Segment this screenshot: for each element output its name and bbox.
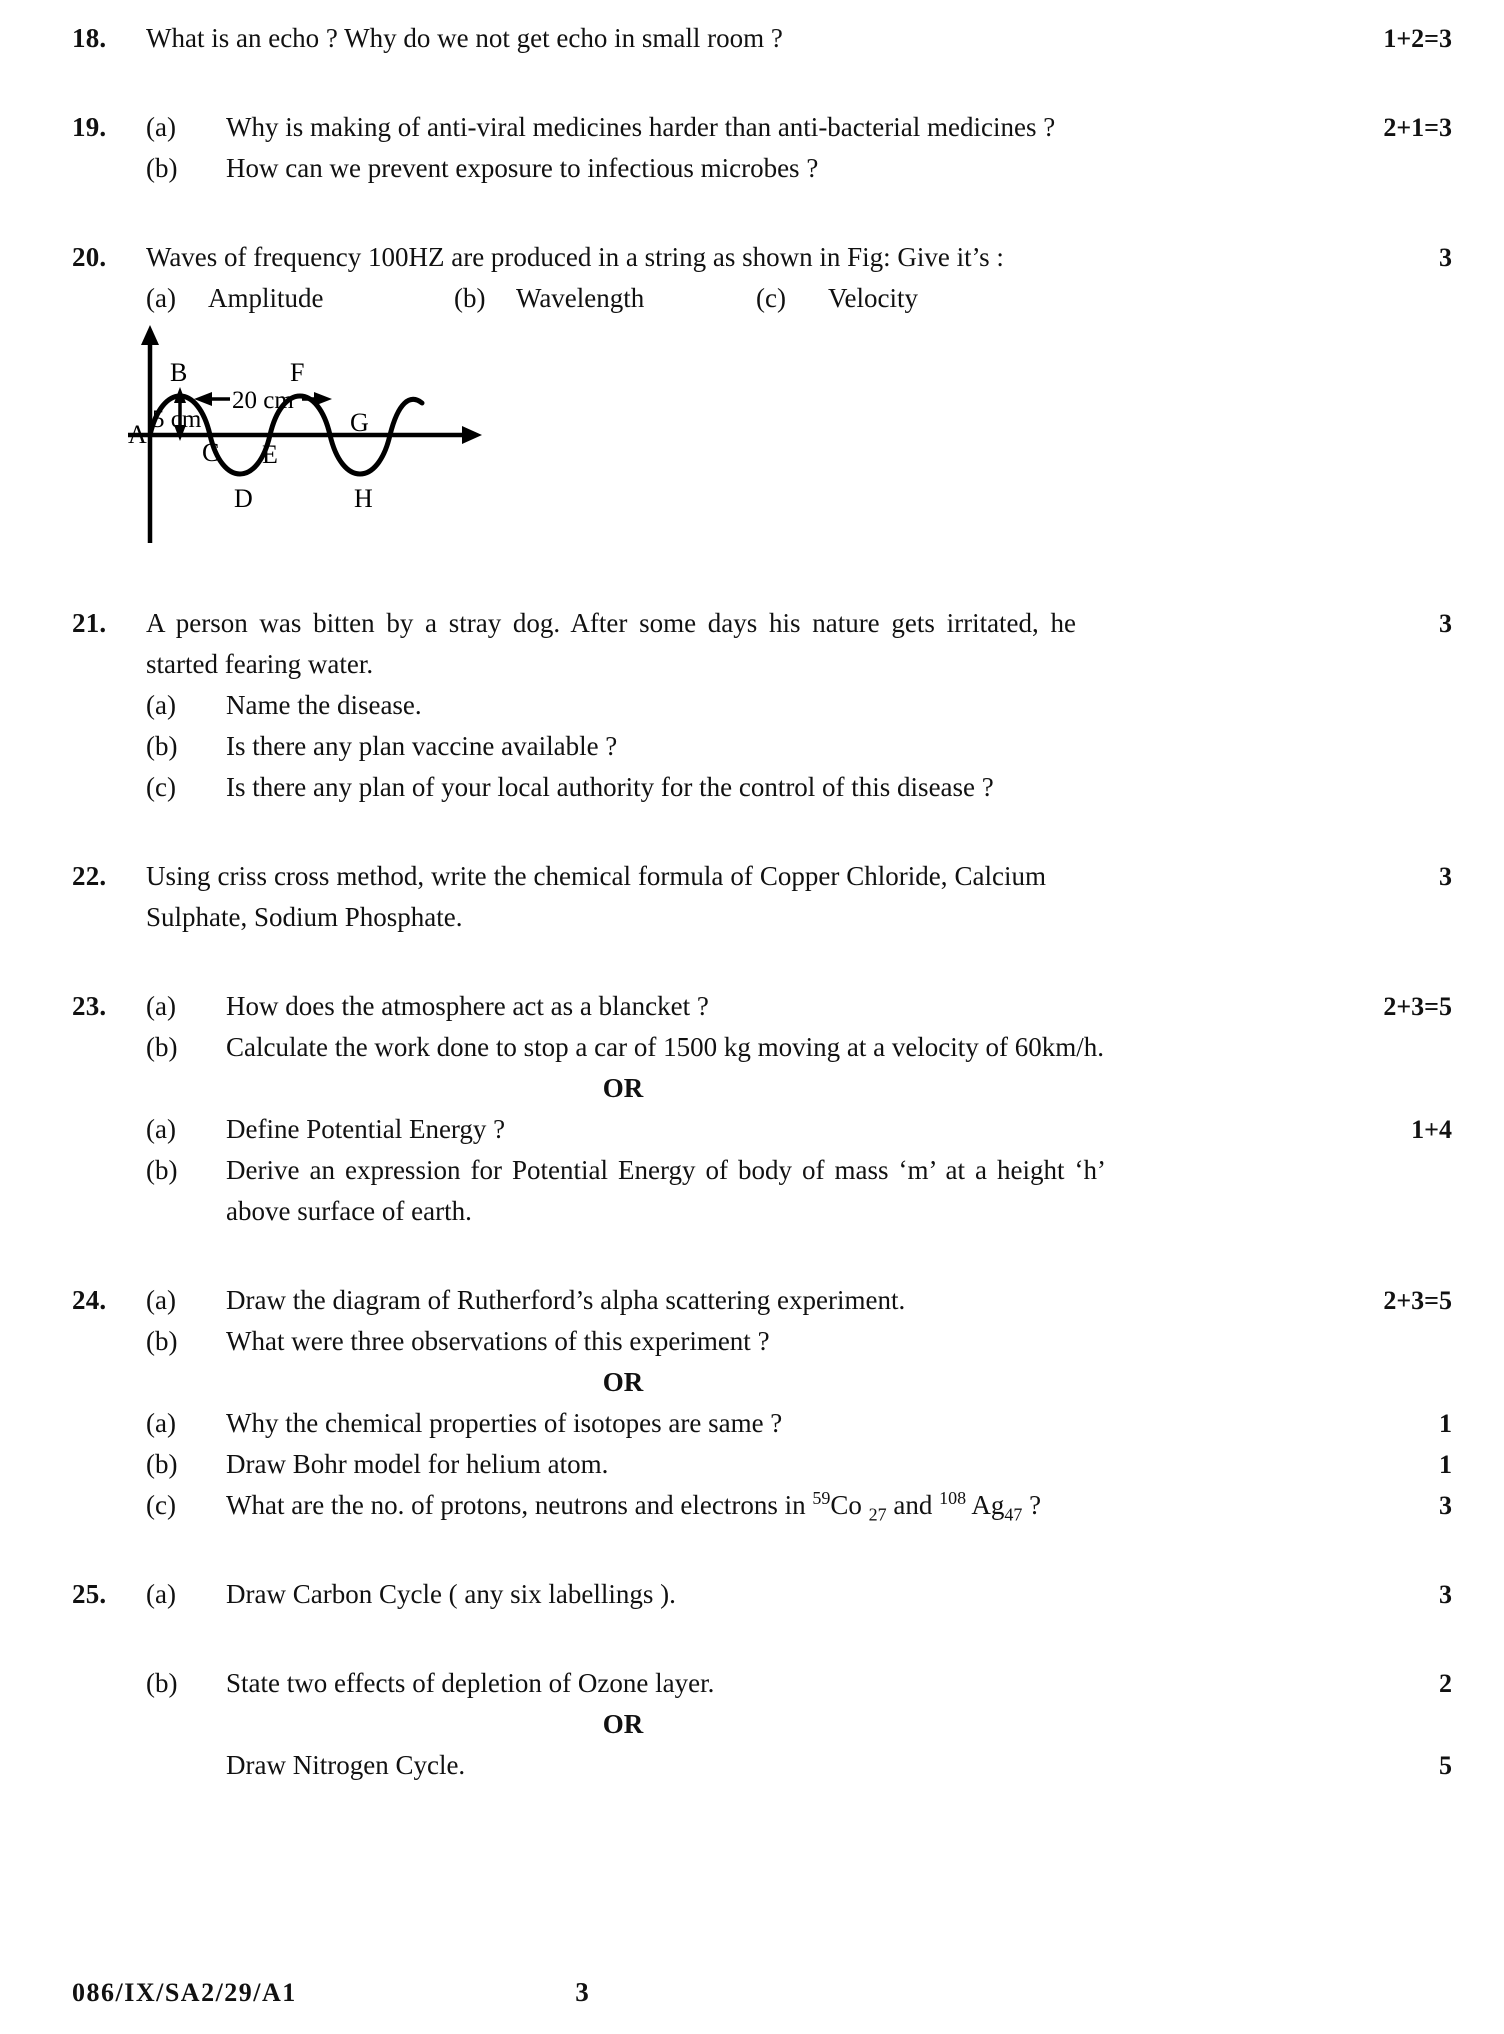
part-text: Draw Nitrogen Cycle. bbox=[226, 1750, 466, 1780]
part-label: (b) bbox=[146, 1668, 178, 1698]
part-label: (c) bbox=[146, 772, 176, 802]
marks-23-alt: 1+4 bbox=[1411, 1115, 1452, 1144]
part-text: Calculate the work done to stop a car of 1500 kg moving at a velocity of 60km/h. bbox=[226, 1032, 1105, 1062]
question-24-alt-part-b bbox=[0, 1444, 1504, 1485]
question-22 bbox=[0, 856, 1504, 938]
marks-20: 3 bbox=[1439, 243, 1452, 272]
option-a-text: Amplitude bbox=[208, 283, 324, 313]
options-row bbox=[146, 278, 1444, 319]
or-separator-24: OR bbox=[602, 1367, 644, 1397]
question-number: 25. bbox=[72, 1579, 107, 1609]
label-G: G bbox=[350, 408, 369, 437]
question-24-part-b bbox=[0, 1321, 1504, 1362]
part-label: (b) bbox=[146, 153, 178, 183]
question-23-alt-part-b bbox=[0, 1150, 1504, 1232]
question-24-part-a bbox=[0, 1280, 1504, 1321]
question-number: 24. bbox=[72, 1285, 107, 1315]
spacer bbox=[0, 1526, 1504, 1574]
part-text: Draw Carbon Cycle ( any six labellings ). bbox=[226, 1579, 676, 1609]
part-text: Why is making of anti-viral medicines harder than anti-bacterial medicines ? bbox=[226, 112, 1056, 142]
marks-24-alt-b: 1 bbox=[1439, 1450, 1452, 1479]
part-text: Define Potential Energy ? bbox=[226, 1114, 506, 1144]
isotope-2-symbol: Ag bbox=[971, 1490, 1005, 1520]
part-label: (a) bbox=[146, 1408, 176, 1438]
spacer bbox=[0, 1615, 1504, 1663]
question-number: 23. bbox=[72, 991, 107, 1021]
x-axis-arrowhead bbox=[462, 426, 482, 444]
isotope-middle: and bbox=[886, 1490, 940, 1520]
option-b-label: (b) bbox=[454, 283, 486, 313]
marks-21: 3 bbox=[1439, 609, 1452, 638]
question-19-part-a bbox=[0, 107, 1504, 148]
y-axis-arrowhead bbox=[141, 325, 159, 345]
question-23-part-b bbox=[0, 1027, 1504, 1068]
spacer bbox=[0, 555, 1504, 603]
wave-diagram-figure bbox=[0, 325, 1504, 555]
label-H: H bbox=[354, 484, 373, 513]
part-text: Is there any plan vaccine available ? bbox=[226, 731, 618, 761]
spacer bbox=[0, 938, 1504, 986]
isotope-prefix: What are the no. of protons, neutrons and electrons in bbox=[226, 1490, 813, 1520]
label-E: E bbox=[262, 440, 278, 469]
label-D: D bbox=[234, 484, 253, 513]
part-text: Name the disease. bbox=[226, 690, 422, 720]
question-25-part-b bbox=[0, 1663, 1504, 1704]
part-label: (a) bbox=[146, 1114, 176, 1144]
marks-23: 2+3=5 bbox=[1383, 992, 1452, 1021]
marks-25-b: 2 bbox=[1439, 1669, 1452, 1698]
question-19-part-b bbox=[0, 148, 1504, 189]
wave-diagram-svg bbox=[110, 325, 630, 555]
footer-paper-code: 086/IX/SA2/29/A1 bbox=[72, 1978, 297, 2007]
part-text-isotopes bbox=[226, 1485, 1444, 1526]
marks-22: 3 bbox=[1439, 862, 1452, 891]
question-24-alt-part-c bbox=[0, 1485, 1504, 1526]
marks-19: 2+1=3 bbox=[1383, 113, 1452, 142]
question-24-alt-part-a bbox=[0, 1403, 1504, 1444]
spacer bbox=[0, 59, 1504, 107]
marks-24: 2+3=5 bbox=[1383, 1286, 1452, 1315]
footer-page-number: 3 bbox=[575, 1977, 589, 2007]
part-text: How can we prevent exposure to infectious microbes ? bbox=[226, 153, 819, 183]
question-number: 19. bbox=[72, 112, 107, 142]
label-F: F bbox=[290, 358, 305, 387]
question-number: 20. bbox=[72, 242, 107, 272]
marks-25-a: 3 bbox=[1439, 1580, 1452, 1609]
option-c-label: (c) bbox=[756, 283, 786, 313]
label-B: B bbox=[170, 358, 188, 387]
marks-25-alt: 5 bbox=[1439, 1751, 1452, 1780]
question-21-part-a bbox=[0, 685, 1504, 726]
isotope-suffix: ? bbox=[1022, 1490, 1042, 1520]
option-a-label: (a) bbox=[146, 283, 176, 313]
part-text: Draw the diagram of Rutherford’s alpha scattering experiment. bbox=[226, 1285, 906, 1315]
question-23-part-a bbox=[0, 986, 1504, 1027]
question-25-part-a bbox=[0, 1574, 1504, 1615]
part-text: Why the chemical properties of isotopes are same ? bbox=[226, 1408, 783, 1438]
part-label: (b) bbox=[146, 731, 178, 761]
part-label: (b) bbox=[146, 1326, 178, 1356]
part-text: Draw Bohr model for helium atom. bbox=[226, 1449, 609, 1479]
wavelength-label: 20 cm bbox=[232, 387, 294, 414]
part-text: Derive an expression for Potential Energy of body of mass ‘m’ at a height ‘h’ above surface of earth. bbox=[226, 1155, 1106, 1226]
isotope-1-atomic-number: 27 bbox=[868, 1504, 887, 1525]
label-A: A bbox=[128, 420, 147, 449]
question-21 bbox=[0, 603, 1504, 685]
or-separator-23: OR bbox=[602, 1073, 644, 1103]
part-label: (a) bbox=[146, 991, 176, 1021]
part-label: (a) bbox=[146, 1579, 176, 1609]
question-20 bbox=[0, 237, 1504, 278]
option-c-text: Velocity bbox=[828, 283, 918, 313]
part-label: (b) bbox=[146, 1449, 178, 1479]
isotope-2-atomic-number: 47 bbox=[1004, 1504, 1023, 1525]
marks-24-alt-c: 3 bbox=[1439, 1491, 1452, 1520]
marks-24-alt-a: 1 bbox=[1439, 1409, 1452, 1438]
question-number: 21. bbox=[72, 608, 107, 638]
isotope-2-mass-number: 108 bbox=[939, 1488, 967, 1508]
spacer bbox=[0, 0, 1504, 18]
page-footer bbox=[0, 1964, 1504, 2008]
part-text: State two effects of depletion of Ozone layer. bbox=[226, 1668, 715, 1698]
isotope-1-mass-number: 59 bbox=[812, 1488, 831, 1508]
question-text: What is an echo ? Why do we not get echo in small room ? bbox=[146, 23, 783, 53]
question-20-options bbox=[0, 278, 1504, 319]
part-text: Is there any plan of your local authority for the control of this disease ? bbox=[226, 772, 994, 802]
part-label: (a) bbox=[146, 690, 176, 720]
part-label: (a) bbox=[146, 112, 176, 142]
question-text: Using criss cross method, write the chemical formula of Copper Chloride, Calcium Sulphate, Sodium Phosphate. bbox=[146, 861, 1046, 932]
question-21-part-b bbox=[0, 726, 1504, 767]
spacer bbox=[0, 1232, 1504, 1280]
question-25-alt bbox=[0, 1745, 1504, 1786]
marks-18: 1+2=3 bbox=[1383, 24, 1452, 53]
question-21-part-c bbox=[0, 767, 1504, 808]
question-18 bbox=[0, 18, 1504, 59]
question-23-alt-part-a bbox=[0, 1109, 1504, 1150]
part-label: (b) bbox=[146, 1155, 178, 1185]
option-b-text: Wavelength bbox=[516, 283, 645, 313]
part-text: How does the atmosphere act as a blancket ? bbox=[226, 991, 709, 1021]
spacer bbox=[0, 189, 1504, 237]
label-C: C bbox=[202, 438, 220, 467]
part-text: What were three observations of this experiment ? bbox=[226, 1326, 770, 1356]
wavelength-arrow-right-head bbox=[314, 392, 332, 406]
or-separator-25: OR bbox=[602, 1709, 644, 1739]
question-number: 18. bbox=[72, 23, 107, 53]
question-text: Waves of frequency 100HZ are produced in a string as shown in Fig: Give it’s : bbox=[146, 242, 1004, 272]
part-label: (a) bbox=[146, 1285, 176, 1315]
question-number: 22. bbox=[72, 861, 107, 891]
question-text: A person was bitten by a stray dog. After some days his nature gets irritated, he started fearing water. bbox=[146, 608, 1076, 679]
spacer bbox=[0, 808, 1504, 856]
isotope-1-symbol: Co bbox=[830, 1490, 862, 1520]
amplitude-label: 5 cm bbox=[152, 406, 202, 433]
part-label: (b) bbox=[146, 1032, 178, 1062]
part-label: (c) bbox=[146, 1490, 176, 1520]
